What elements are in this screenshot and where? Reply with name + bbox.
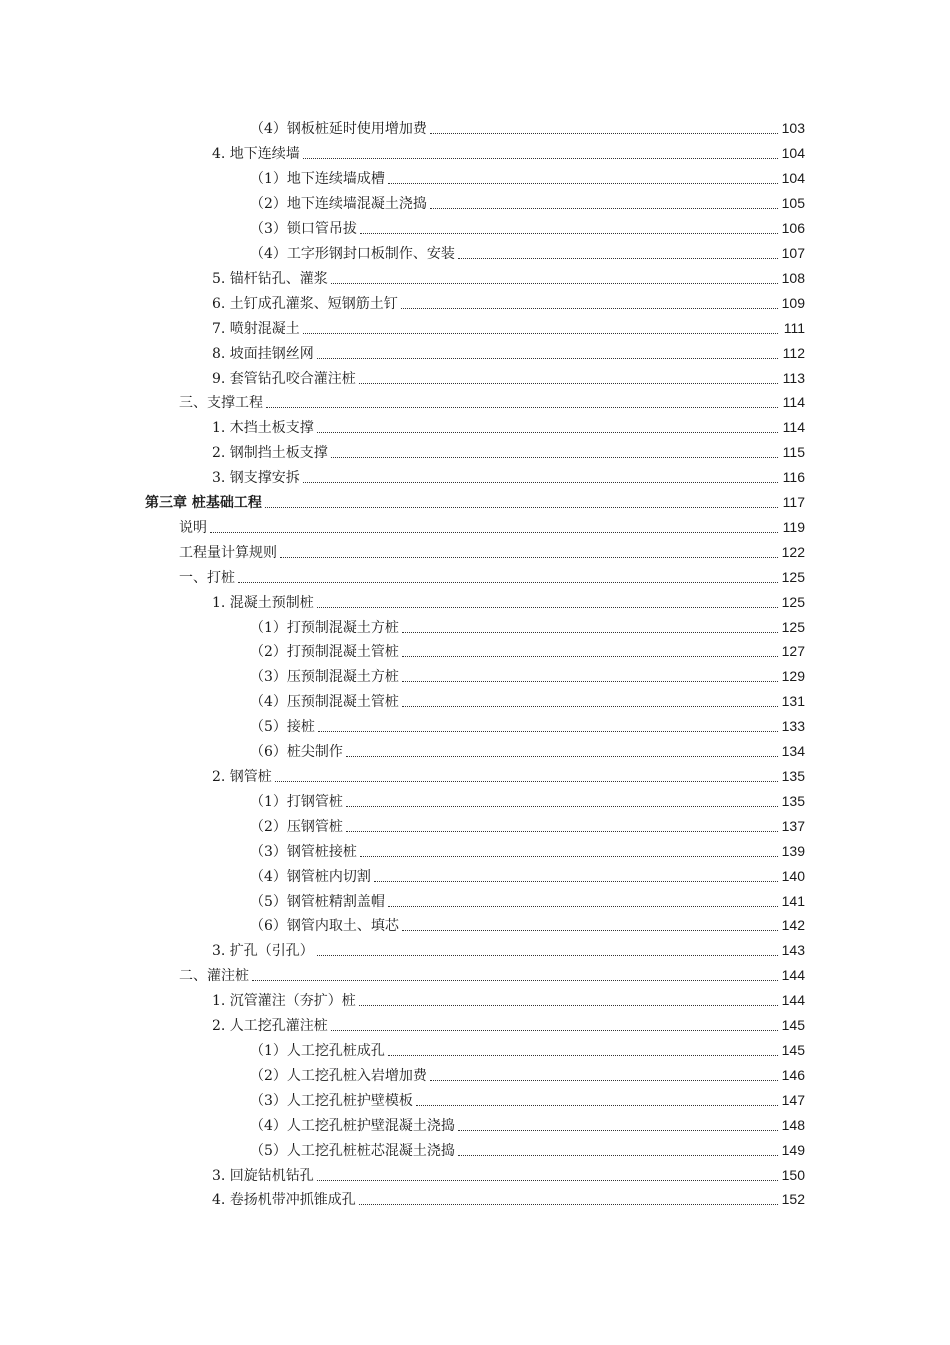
toc-entry-title: 2. 人工挖孔灌注桩 — [212, 1018, 328, 1035]
toc-entry[interactable] — [0, 415, 950, 440]
toc-entry-title: （4）工字形钢封口板制作、安装 — [250, 245, 455, 262]
toc-page-number: 125 — [781, 593, 805, 610]
toc-page-number: 141 — [781, 892, 805, 909]
toc-entry-title: 4. 地下连续墙 — [212, 146, 300, 163]
toc-page-number: 125 — [781, 618, 805, 635]
toc-entry[interactable] — [0, 689, 950, 714]
dot-leader — [346, 830, 778, 832]
toc-page-number: 119 — [782, 518, 805, 535]
table-of-contents — [0, 116, 950, 1212]
toc-entry[interactable] — [0, 739, 950, 764]
toc-entry-title: （2）打预制混凝土管桩 — [250, 644, 399, 661]
toc-entry-title: 8. 坡面挂钢丝网 — [212, 345, 314, 362]
toc-entry[interactable] — [0, 589, 950, 614]
toc-entry-title: （3）钢管桩接桩 — [250, 843, 357, 860]
toc-page-number: 116 — [782, 469, 805, 486]
dot-leader — [359, 382, 778, 384]
toc-entry-title: 3. 扩孔（引孔） — [212, 943, 314, 960]
dot-leader — [458, 1129, 778, 1131]
toc-page-number: 114 — [782, 419, 805, 436]
dot-leader — [317, 357, 778, 359]
dot-leader — [458, 257, 778, 259]
toc-page-number: 113 — [782, 369, 805, 386]
dot-leader — [346, 755, 778, 757]
toc-entry[interactable] — [0, 365, 950, 390]
toc-entry[interactable] — [0, 141, 950, 166]
dot-leader — [374, 880, 778, 882]
toc-entry[interactable] — [0, 290, 950, 315]
toc-entry[interactable] — [0, 913, 950, 938]
dot-leader — [388, 1054, 778, 1056]
toc-page-number: 109 — [781, 294, 805, 311]
toc-page-number: 134 — [781, 743, 805, 760]
toc-entry[interactable] — [0, 888, 950, 913]
toc-entry[interactable] — [0, 1013, 950, 1038]
toc-entry[interactable] — [0, 1162, 950, 1187]
dot-leader — [360, 855, 778, 857]
toc-page-number: 145 — [781, 1017, 805, 1034]
toc-entry-title: （1）打预制混凝土方桩 — [250, 619, 399, 636]
toc-entry[interactable] — [0, 963, 950, 988]
toc-page-number: 147 — [781, 1091, 805, 1108]
toc-page-number: 104 — [781, 145, 805, 162]
toc-entry[interactable] — [0, 315, 950, 340]
toc-entry[interactable] — [0, 764, 950, 789]
dot-leader — [317, 431, 778, 433]
dot-leader — [402, 705, 778, 707]
toc-entry-title: （6）钢管内取土、填芯 — [250, 918, 399, 935]
dot-leader — [430, 132, 778, 134]
toc-entry-title: （3）人工挖孔桩护壁模板 — [250, 1092, 413, 1109]
dot-leader — [402, 680, 778, 682]
toc-entry-title: （2）地下连续墙混凝土浇捣 — [250, 196, 427, 213]
dot-leader — [303, 157, 778, 159]
toc-entry[interactable] — [0, 216, 950, 241]
dot-leader — [331, 282, 778, 284]
toc-entry-title: （1）人工挖孔桩成孔 — [250, 1042, 385, 1059]
toc-page-number: 111 — [783, 319, 805, 336]
toc-page-number: 125 — [781, 568, 805, 585]
toc-entry-title: 3. 钢支撑安拆 — [212, 470, 300, 487]
toc-page-number: 112 — [782, 344, 805, 361]
dot-leader — [388, 182, 778, 184]
toc-entry-title: 说明 — [179, 519, 207, 536]
dot-leader — [416, 1104, 778, 1106]
toc-page-number: 139 — [781, 842, 805, 859]
toc-entry[interactable] — [0, 191, 950, 216]
toc-entry-title: （2）压钢管桩 — [250, 818, 343, 835]
toc-entry[interactable] — [0, 340, 950, 365]
toc-entry[interactable] — [0, 938, 950, 963]
toc-page-number: 148 — [781, 1116, 805, 1133]
dot-leader — [458, 1154, 778, 1156]
toc-page-number: 135 — [781, 792, 805, 809]
toc-entry-title: 一、打桩 — [179, 569, 235, 586]
toc-page-number: 114 — [782, 394, 805, 411]
dot-leader — [331, 456, 778, 458]
dot-leader — [318, 730, 778, 732]
dot-leader — [303, 481, 778, 483]
toc-page-number: 137 — [781, 817, 805, 834]
toc-entry-title: 3. 回旋钻机钻孔 — [212, 1167, 314, 1184]
toc-page-number: 122 — [781, 543, 805, 560]
dot-leader — [359, 1203, 778, 1205]
toc-entry[interactable] — [0, 440, 950, 465]
toc-entry[interactable] — [0, 241, 950, 266]
toc-entry-title: 7. 喷射混凝土 — [212, 320, 300, 337]
toc-entry[interactable] — [0, 813, 950, 838]
toc-entry-title: （4）压预制混凝土管桩 — [250, 694, 399, 711]
toc-entry[interactable] — [0, 788, 950, 813]
toc-entry[interactable] — [0, 1062, 950, 1087]
toc-entry[interactable] — [0, 1137, 950, 1162]
toc-entry-title: 9. 套管钻孔咬合灌注桩 — [212, 370, 356, 387]
dot-leader — [359, 1004, 778, 1006]
toc-entry-title: （1）打钢管桩 — [250, 793, 343, 810]
toc-entry-title: （4）人工挖孔桩护壁混凝土浇捣 — [250, 1117, 455, 1134]
toc-entry[interactable] — [0, 639, 950, 664]
toc-entry[interactable] — [0, 390, 950, 415]
dot-leader — [275, 780, 778, 782]
toc-page-number: 104 — [781, 170, 805, 187]
dot-leader — [317, 1179, 778, 1181]
toc-entry-title: 工程量计算规则 — [179, 544, 277, 561]
toc-page-number: 105 — [781, 195, 805, 212]
toc-page-number: 106 — [781, 220, 805, 237]
dot-leader — [388, 905, 778, 907]
toc-page-number: 129 — [781, 668, 805, 685]
dot-leader — [265, 506, 778, 508]
toc-entry[interactable] — [0, 664, 950, 689]
toc-entry-title: （5）接桩 — [250, 719, 315, 736]
toc-entry[interactable] — [0, 1087, 950, 1112]
toc-page-number: 144 — [781, 967, 805, 984]
toc-entry-title: 2. 钢管桩 — [212, 769, 272, 786]
toc-entry[interactable] — [0, 614, 950, 639]
toc-entry[interactable] — [0, 166, 950, 191]
toc-entry-title: （3）锁口管吊拔 — [250, 221, 357, 238]
dot-leader — [430, 207, 778, 209]
toc-entry-title: 6. 土钉成孔灌浆、短钢筋土钉 — [212, 295, 398, 312]
toc-page-number: 149 — [781, 1141, 805, 1158]
toc-entry[interactable] — [0, 988, 950, 1013]
dot-leader — [317, 606, 778, 608]
dot-leader — [317, 954, 778, 956]
dot-leader — [402, 655, 778, 657]
toc-entry-title: 2. 钢制挡土板支撑 — [212, 445, 328, 462]
toc-entry-title: （5）钢管桩精割盖帽 — [250, 893, 385, 910]
dot-leader — [402, 929, 778, 931]
toc-entry-title: 5. 锚杆钻孔、灌浆 — [212, 270, 328, 287]
toc-page-number: 144 — [781, 992, 805, 1009]
toc-page-number: 150 — [781, 1166, 805, 1183]
dot-leader — [303, 332, 778, 334]
toc-page-number: 146 — [781, 1066, 805, 1083]
toc-entry-title: 1. 混凝土预制桩 — [212, 594, 314, 611]
toc-entry[interactable] — [0, 564, 950, 589]
toc-entry[interactable] — [0, 1187, 950, 1212]
dot-leader — [346, 805, 778, 807]
toc-page-number: 107 — [781, 244, 805, 261]
toc-entry-title: 三、支撑工程 — [179, 395, 263, 412]
toc-entry[interactable] — [0, 714, 950, 739]
toc-chapter-entry[interactable] — [0, 490, 950, 515]
toc-entry-title: 4. 卷扬机带冲抓锥成孔 — [212, 1192, 356, 1209]
toc-page-number: 152 — [781, 1191, 805, 1208]
toc-entry[interactable] — [0, 539, 950, 564]
toc-entry-title: 1. 沉管灌注（夯扩）桩 — [212, 993, 356, 1010]
toc-entry[interactable] — [0, 1038, 950, 1063]
toc-entry-title: 二、灌注桩 — [179, 968, 249, 985]
toc-entry-title: （4）钢管桩内切割 — [250, 868, 371, 885]
toc-page-number: 131 — [781, 693, 805, 710]
toc-entry-title: （1）地下连续墙成槽 — [250, 171, 385, 188]
toc-page-number: 115 — [782, 444, 805, 461]
toc-entry-title: （4）钢板桩延时使用增加费 — [250, 121, 427, 138]
toc-page-number: 143 — [781, 942, 805, 959]
dot-leader — [331, 1029, 778, 1031]
toc-page-number: 140 — [781, 867, 805, 884]
toc-page-number: 142 — [781, 917, 805, 934]
toc-entry[interactable] — [0, 1112, 950, 1137]
dot-leader — [266, 406, 778, 408]
toc-entry-title: （6）桩尖制作 — [250, 744, 343, 761]
toc-entry[interactable] — [0, 465, 950, 490]
toc-entry[interactable] — [0, 515, 950, 540]
dot-leader — [401, 307, 778, 309]
toc-page-number: 117 — [782, 494, 805, 511]
toc-page-number: 135 — [781, 768, 805, 785]
toc-page-number: 127 — [781, 643, 805, 660]
dot-leader — [402, 631, 778, 633]
toc-entry-title: （5）人工挖孔桩桩芯混凝土浇捣 — [250, 1142, 455, 1159]
dot-leader — [238, 581, 778, 583]
toc-entry[interactable] — [0, 265, 950, 290]
toc-page-number: 103 — [781, 120, 805, 137]
dot-leader — [210, 531, 778, 533]
dot-leader — [252, 979, 778, 981]
toc-entry[interactable] — [0, 863, 950, 888]
toc-page-number: 108 — [781, 269, 805, 286]
dot-leader — [430, 1079, 778, 1081]
toc-entry[interactable] — [0, 116, 950, 141]
dot-leader — [360, 232, 778, 234]
toc-entry-title: 1. 木挡土板支撑 — [212, 420, 314, 437]
toc-entry-title: （3）压预制混凝土方桩 — [250, 669, 399, 686]
dot-leader — [280, 556, 778, 558]
toc-page-number: 133 — [781, 718, 805, 735]
toc-page-number: 145 — [781, 1041, 805, 1058]
toc-entry-title: （2）人工挖孔桩入岩增加费 — [250, 1067, 427, 1084]
toc-entry-title: 第三章 桩基础工程 — [145, 495, 262, 512]
toc-entry[interactable] — [0, 838, 950, 863]
